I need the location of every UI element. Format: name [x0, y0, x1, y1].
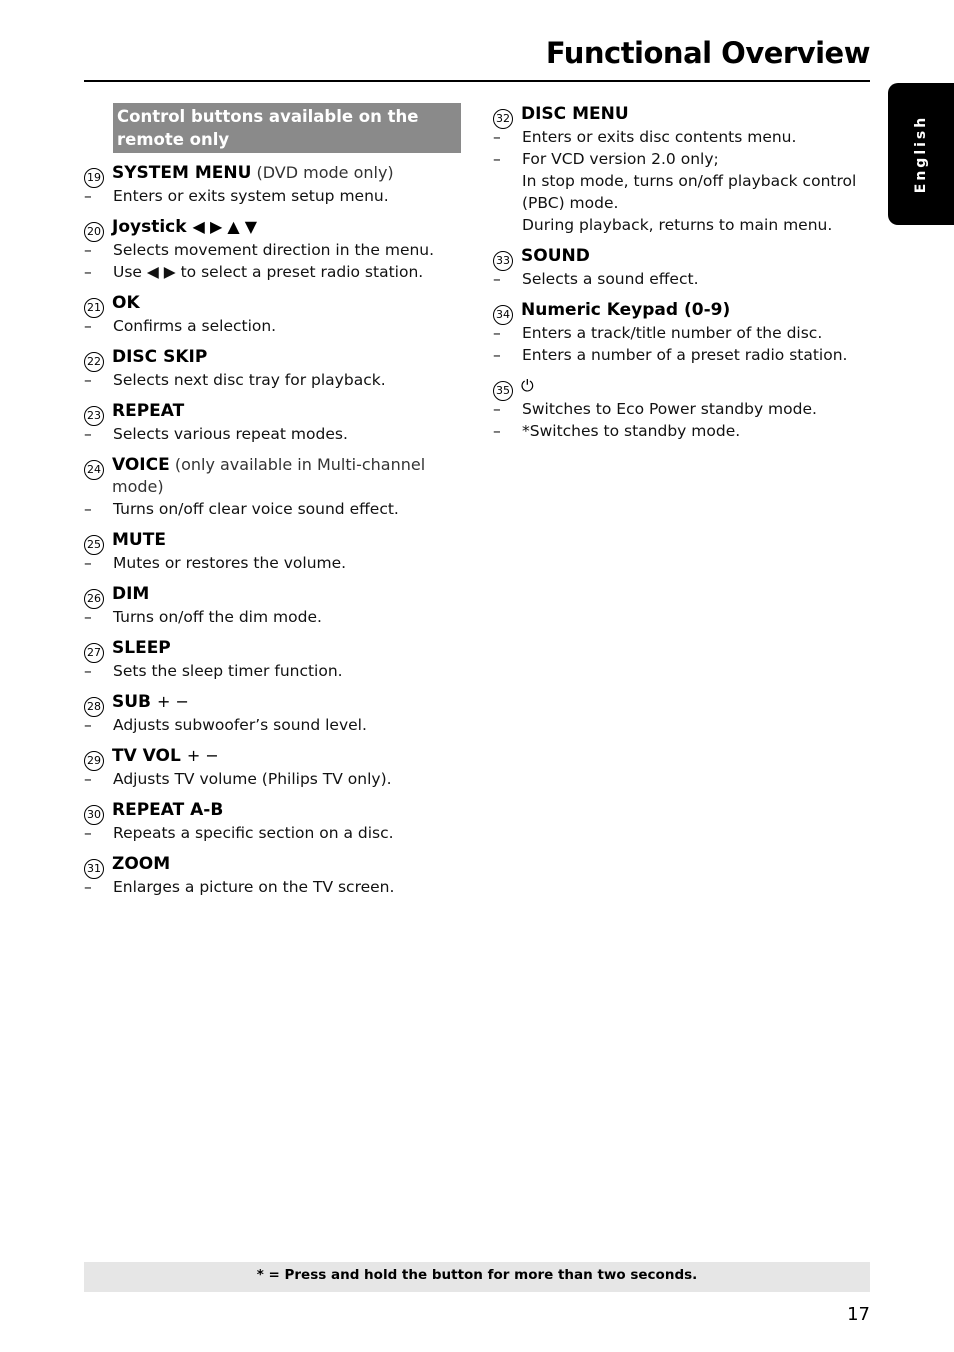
entry-28	[84, 691, 464, 736]
page-number: 17	[847, 1304, 870, 1325]
entry-heading-text	[112, 853, 464, 875]
circled-number: 26	[84, 589, 104, 609]
entry-heading	[84, 454, 464, 498]
bullet-dash: –	[84, 716, 92, 734]
bullet-dash: –	[493, 150, 501, 168]
circled-number: 28	[84, 697, 104, 717]
bullet-dash: –	[84, 371, 92, 389]
description-text: For VCD version 2.0 only;	[522, 150, 719, 168]
entry-heading-text	[112, 454, 464, 498]
circled-number: 25	[84, 535, 104, 555]
button-name: REPEAT	[112, 401, 185, 421]
entry-27	[84, 637, 464, 682]
button-name: DISC MENU	[521, 104, 629, 124]
description-text: Enters a track/title number of the disc.	[522, 324, 823, 342]
description-text: Selects movement direction in the menu.	[113, 241, 435, 259]
description-line	[84, 369, 464, 391]
entry-34	[493, 299, 863, 366]
description-text: Sets the sleep timer function.	[113, 662, 343, 680]
description-line	[84, 185, 464, 207]
bullet-dash: –	[84, 878, 92, 896]
bullet-dash: –	[84, 317, 92, 335]
bullet-dash: –	[84, 770, 92, 788]
right-column	[493, 103, 863, 451]
entry-heading-text	[521, 103, 863, 125]
entry-heading	[493, 103, 863, 126]
description-text: In stop mode, turns on/off playback control (PBC) mode.	[522, 172, 857, 212]
entry-heading-text	[521, 245, 863, 267]
description-text: Enters a number of a preset radio station.	[522, 346, 848, 364]
entry-heading-text	[112, 216, 464, 238]
right-entry-list	[493, 103, 863, 442]
description-line	[84, 423, 464, 445]
entry-heading-text	[112, 691, 464, 713]
button-name: ZOOM	[112, 854, 171, 874]
entry-heading-text	[112, 799, 464, 821]
description-text: Enlarges a picture on the TV screen.	[113, 878, 395, 896]
description-line	[84, 498, 464, 520]
power-icon: ⏻	[521, 376, 534, 395]
entry-22	[84, 346, 464, 391]
page-title: Functional Overview	[545, 36, 870, 70]
bullet-dash: –	[84, 662, 92, 680]
bullet-dash: –	[84, 263, 92, 281]
entry-heading	[84, 216, 464, 239]
circled-number: 19	[84, 168, 104, 188]
button-note: (DVD mode only)	[251, 163, 394, 182]
bullet-dash: –	[84, 187, 92, 205]
description-text: Selects next disc tray for playback.	[113, 371, 386, 389]
entry-23	[84, 400, 464, 445]
description-text: Repeats a specific section on a disc.	[113, 824, 394, 842]
circled-number: 35	[493, 381, 513, 401]
button-name: REPEAT A-B	[112, 800, 224, 820]
entry-heading	[84, 346, 464, 369]
button-name: Joystick	[112, 217, 187, 237]
entry-heading-text	[112, 292, 464, 314]
button-name: DIM	[112, 584, 150, 604]
description-text: Enters or exits system setup menu.	[113, 187, 389, 205]
description-line	[84, 606, 464, 628]
entry-31	[84, 853, 464, 898]
entry-heading	[84, 583, 464, 606]
language-tab-label: English	[913, 114, 929, 194]
description-continuation	[493, 170, 863, 214]
button-name: MUTE	[112, 530, 166, 550]
description-line	[493, 148, 863, 170]
description-text: Turns on/off the dim mode.	[113, 608, 322, 626]
circled-number: 27	[84, 643, 104, 663]
circled-number: 30	[84, 805, 104, 825]
entry-25	[84, 529, 464, 574]
entry-21	[84, 292, 464, 337]
button-symbols-icon: + −	[157, 692, 189, 711]
circled-number: 31	[84, 859, 104, 879]
description-text: Use ◀ ▶ to select a preset radio station.	[113, 263, 424, 281]
description-line	[84, 768, 464, 790]
button-symbols-icon: ◀ ▶ ▲ ▼	[192, 217, 258, 236]
language-tab	[888, 83, 954, 225]
entry-heading	[84, 292, 464, 315]
button-name: SOUND	[521, 246, 590, 266]
entry-heading-text	[521, 299, 863, 321]
button-name: TV VOL	[112, 746, 181, 766]
button-name: VOICE	[112, 455, 170, 475]
description-line	[493, 344, 863, 366]
entry-heading-text	[112, 745, 464, 767]
description-text: Adjusts TV volume (Philips TV only).	[113, 770, 392, 788]
circled-number: 24	[84, 460, 104, 480]
entry-33	[493, 245, 863, 290]
entry-heading	[84, 162, 464, 185]
entry-heading	[84, 799, 464, 822]
description-line	[493, 126, 863, 148]
description-text: Enters or exits disc contents menu.	[522, 128, 797, 146]
circled-number: 20	[84, 222, 104, 242]
bullet-dash: –	[493, 422, 501, 440]
circled-number: 32	[493, 109, 513, 129]
circled-number: 34	[493, 305, 513, 325]
entry-35	[493, 375, 863, 442]
entry-heading	[84, 745, 464, 768]
description-line	[84, 552, 464, 574]
entry-heading	[84, 853, 464, 876]
entry-heading-text	[112, 583, 464, 605]
description-line	[84, 261, 464, 283]
bullet-dash: –	[493, 128, 501, 146]
button-symbols-icon: + −	[186, 746, 219, 765]
bullet-dash: –	[84, 425, 92, 443]
entry-heading-text	[112, 162, 464, 184]
button-name: SYSTEM MENU	[112, 163, 252, 183]
description-line	[493, 268, 863, 290]
description-text: Confirms a selection.	[113, 317, 277, 335]
description-line	[84, 239, 464, 261]
description-text: Selects various repeat modes.	[113, 425, 348, 443]
entry-heading-text	[112, 529, 464, 551]
description-line	[84, 660, 464, 682]
entry-heading	[84, 400, 464, 423]
bullet-dash: –	[493, 400, 501, 418]
description-text: Mutes or restores the volume.	[113, 554, 347, 572]
circled-number: 29	[84, 751, 104, 771]
bullet-dash: –	[84, 241, 92, 259]
button-name: Numeric Keypad (0-9)	[521, 300, 731, 320]
description-line	[84, 315, 464, 337]
button-name: SUB	[112, 692, 152, 712]
description-text: Adjusts subwoofer’s sound level.	[113, 716, 367, 734]
description-line	[84, 876, 464, 898]
description-continuation	[493, 214, 863, 236]
bullet-dash: –	[84, 554, 92, 572]
entry-30	[84, 799, 464, 844]
button-name: DISC SKIP	[112, 347, 208, 367]
bullet-dash: –	[493, 346, 501, 364]
entry-26	[84, 583, 464, 628]
entry-heading-text	[112, 346, 464, 368]
section-box-remote-only: Control buttons available on the remote only	[113, 103, 461, 153]
footer-note: * = Press and hold the button for more than two seconds.	[84, 1262, 870, 1292]
circled-number: 23	[84, 406, 104, 426]
description-text: During playback, returns to main menu.	[522, 216, 833, 234]
description-line	[84, 714, 464, 736]
description-line	[84, 822, 464, 844]
entry-24	[84, 454, 464, 520]
left-column	[84, 103, 464, 907]
description-line	[493, 322, 863, 344]
entry-heading	[493, 299, 863, 322]
bullet-dash: –	[84, 500, 92, 518]
button-name: SLEEP	[112, 638, 171, 658]
description-text: Selects a sound effect.	[522, 270, 699, 288]
circled-number: 33	[493, 251, 513, 271]
circled-number: 22	[84, 352, 104, 372]
entry-32	[493, 103, 863, 236]
entry-heading-text	[521, 375, 863, 397]
bullet-dash: –	[84, 608, 92, 626]
entry-heading	[493, 245, 863, 268]
entry-29	[84, 745, 464, 790]
entry-heading	[493, 375, 863, 398]
entry-heading-text	[112, 400, 464, 422]
bullet-dash: –	[84, 824, 92, 842]
entry-heading	[84, 691, 464, 714]
circled-number: 21	[84, 298, 104, 318]
bullet-dash: –	[493, 270, 501, 288]
entry-heading-text	[112, 637, 464, 659]
entry-heading	[84, 529, 464, 552]
description-line	[493, 398, 863, 420]
entry-20	[84, 216, 464, 283]
description-text: *Switches to standby mode.	[522, 422, 741, 440]
description-text: Turns on/off clear voice sound effect.	[113, 500, 399, 518]
left-entry-list	[84, 162, 464, 898]
button-note: (only available in Multi-channel mode)	[112, 455, 426, 496]
description-text: Switches to Eco Power standby mode.	[522, 400, 817, 418]
title-rule	[84, 80, 870, 82]
bullet-dash: –	[493, 324, 501, 342]
entry-heading	[84, 637, 464, 660]
description-line	[493, 420, 863, 442]
entry-19	[84, 162, 464, 207]
button-name: OK	[112, 293, 140, 313]
